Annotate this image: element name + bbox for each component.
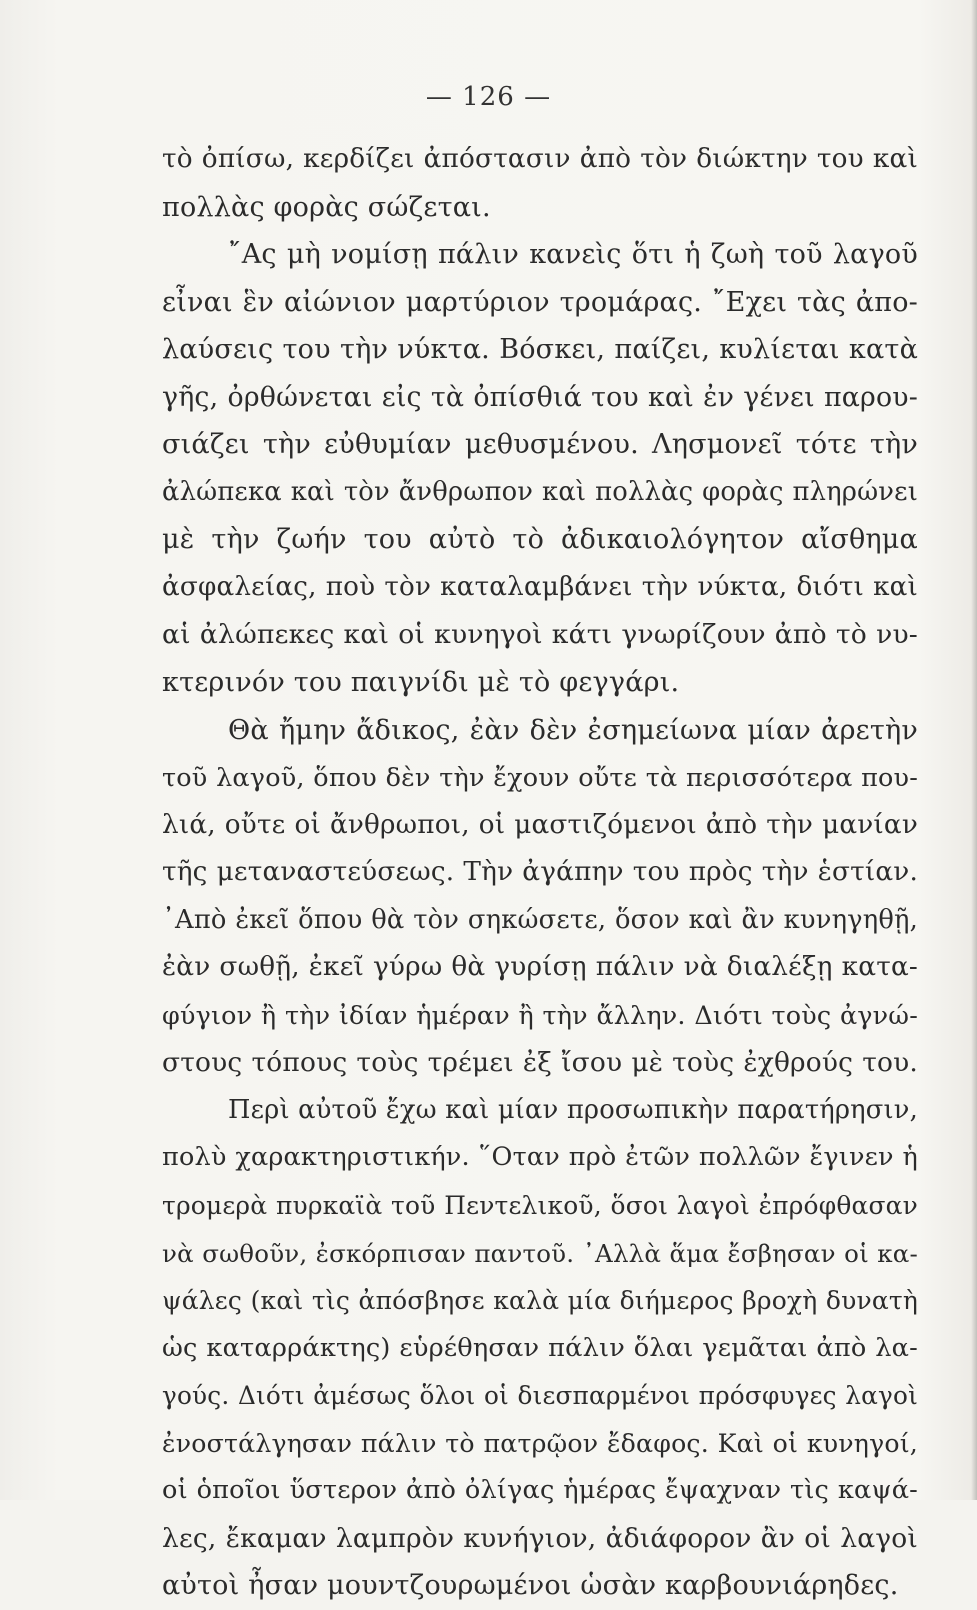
text-line: τοῦ λαγοῦ, ὅπου δὲν τὴν ἔχουν οὔτε τὰ περισσότερα που- (162, 762, 918, 793)
page-number: — 126 — (425, 82, 552, 112)
text-line: ἐὰν σωθῇ, ἐκεῖ γύρω θὰ γυρίσῃ πάλιν νὰ διαλέξῃ κατα- (162, 952, 918, 983)
text-line: τῆς μεταναστεύσεως. Τὴν ἀγάπην του πρὸς τὴν ἑστίαν. (162, 857, 918, 888)
text-line: μὲ τὴν ζωήν του αὐτὸ τὸ ἀδικαιολόγητον αἴσθημα (162, 524, 918, 556)
text-line: λαύσεις του τὴν νύκτα. Βόσκει, παίζει, κυλίεται κατὰ (162, 334, 918, 366)
text-line: ὡς καταρράκτης) εὑρέθησαν πάλιν ὅλαι γεμᾶται ἀπὸ λα- (162, 1332, 918, 1363)
text-line: κτερινόν του παιγνίδι μὲ τὸ φεγγάρι. (162, 667, 680, 699)
text-line: ἐνοστάλγησαν πάλιν τὸ πατρῷον ἔδαφος. Καὶ οἱ κυνηγοί, (162, 1428, 918, 1458)
text-line: Περὶ αὐτοῦ ἔχω καὶ μίαν προσωπικὴν παρατήρησιν, (228, 1094, 918, 1125)
text-line: ψάλες (καὶ τὶς ἀπόσβησε καλὰ μία διήμερος βροχὴ δυνατὴ (162, 1286, 918, 1316)
body-text (162, 136, 918, 1610)
text-line: ᾿Απὸ ἐκεῖ ὅπου θὰ τὸν σηκώσετε, ὅσον καὶ ἂν κυνηγηθῇ, (162, 904, 918, 935)
text-line: πολὺ χαρακτηριστικήν. ῞Οταν πρὸ ἐτῶν πολλῶν ἔγινεν ἡ (162, 1142, 918, 1173)
text-line: πολλὰς φορὰς σώζεται. (162, 191, 491, 223)
text-line: ἀσφαλείας, ποὺ τὸν καταλαμβάνει τὴν νύκτα, διότι καὶ (162, 571, 918, 602)
text-line: αὐτοὶ ἦσαν μουντζουρωμένοι ὡσὰν καρβουνιάρηδες. (162, 1570, 899, 1602)
text-line: λιά, οὔτε οἱ ἄνθρωποι, οἱ μαστιζόμενοι ἀπὸ τὴν μανίαν (162, 809, 918, 840)
text-line: γούς. Διότι ἀμέσως ὅλοι οἱ διεσπαρμένοι πρόσφυγες λαγοὶ (162, 1381, 918, 1411)
text-line: ῎Ας μὴ νομίσῃ πάλιν κανεὶς ὅτι ἡ ζωὴ τοῦ λαγοῦ (228, 239, 918, 271)
text-line: στους τόπους τοὺς τρέμει ἐξ ἴσου μὲ τοὺς ἐχθρούς του. (162, 1047, 918, 1079)
text-line: φύγιον ἢ τὴν ἰδίαν ἡμέραν ἢ τὴν ἄλλην. Διότι τοὺς ἀγνώ- (162, 999, 918, 1030)
text-line: ἀλώπεκα καὶ τὸν ἄνθρωπον καὶ πολλὰς φορὰς πληρώνει (162, 476, 918, 507)
page-edge-shadow (971, 0, 977, 1500)
text-line: εἶναι ἓν αἰώνιον μαρτύριον τρομάρας. ῎Εχει τὰς ἀπο- (162, 286, 918, 318)
text-line: οἱ ὁποῖοι ὕστερον ἀπὸ ὀλίγας ἡμέρας ἔψαχναν τὶς καψά- (162, 1475, 918, 1506)
text-line: λες, ἔκαμαν λαμπρὸν κυνήγιον, ἀδιάφορον ἂν οἱ λαγοὶ (162, 1522, 918, 1554)
text-line: σιάζει τὴν εὐθυμίαν μεθυσμένου. Λησμονεῖ τότε τὴν (162, 429, 918, 461)
text-line: τὸ ὀπίσω, κερδίζει ἀπόστασιν ἀπὸ τὸν διώκτην του καὶ (162, 144, 918, 174)
text-line: αἱ ἀλώπεκες καὶ οἱ κυνηγοὶ κάτι γνωρίζουν ἀπὸ τὸ νυ- (162, 619, 918, 651)
text-line: Θὰ ἤμην ἄδικος, ἐὰν δὲν ἐσημείωνα μίαν ἀρετὴν (228, 714, 918, 746)
text-line: τρομερὰ πυρκαϊὰ τοῦ Πεντελικοῦ, ὅσοι λαγοὶ ἐπρόφθασαν (162, 1191, 918, 1221)
text-line: γῆς, ὀρθώνεται εἰς τὰ ὀπίσθιά του καὶ ἐν γένει παρου- (162, 381, 918, 413)
text-line: νὰ σωθοῦν, ἐσκόρπισαν παντοῦ. ᾿Αλλὰ ἅμα ἔσβησαν οἱ κα- (162, 1238, 918, 1268)
